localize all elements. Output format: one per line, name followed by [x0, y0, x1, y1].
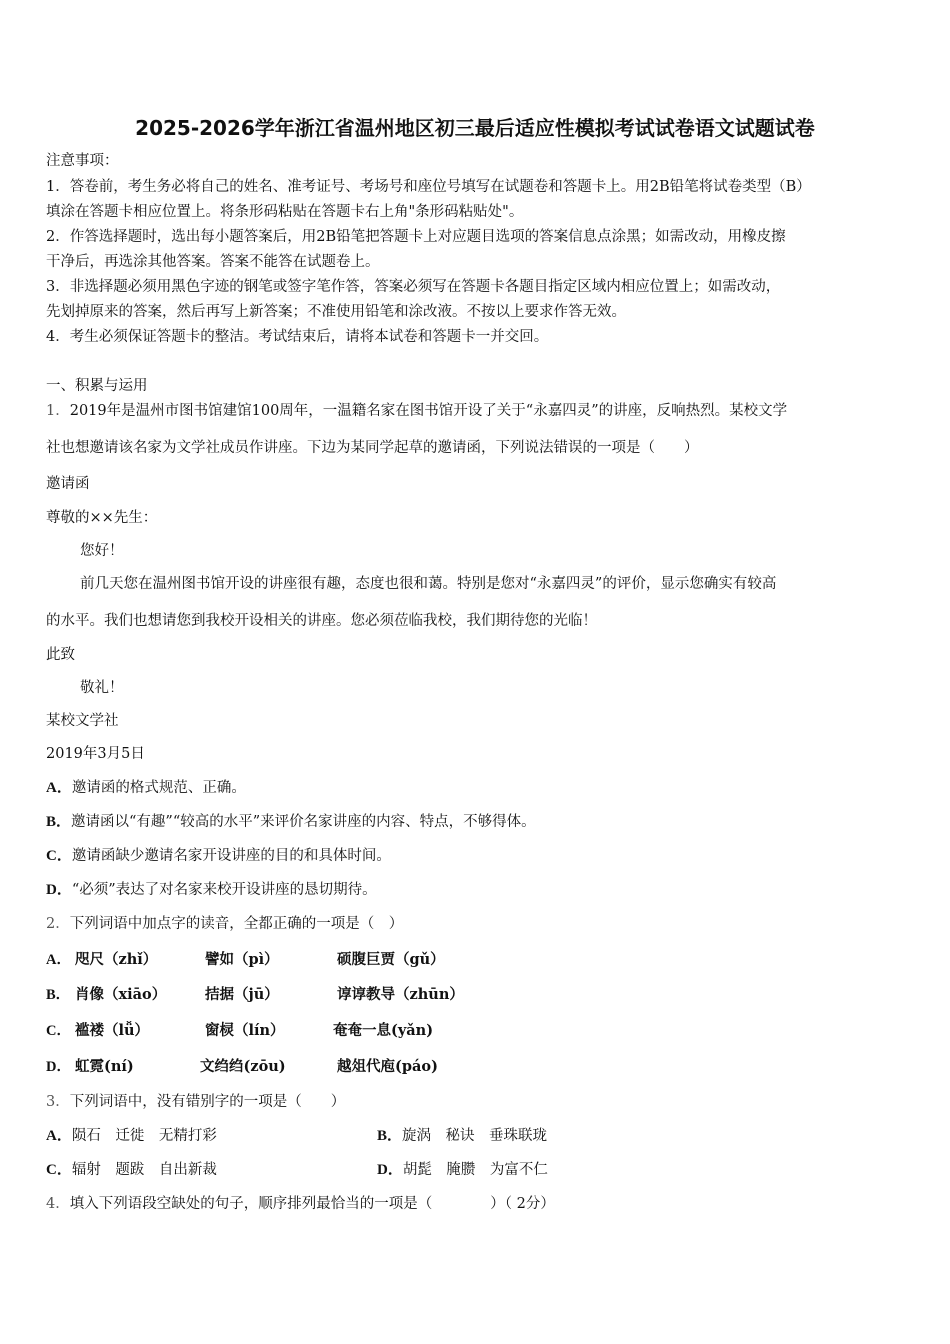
option-item: 文绉绉(zōu)	[200, 1058, 286, 1075]
answer-option	[46, 812, 536, 832]
option-label: D．	[377, 1162, 403, 1178]
question-number: 4．	[46, 1196, 70, 1212]
option-item: 拮据（jū）	[205, 986, 279, 1003]
answer-option	[377, 1126, 547, 1146]
question-3	[46, 1092, 345, 1112]
option-item: 奄奄一息(yǎn)	[333, 1022, 434, 1039]
question-4	[46, 1194, 555, 1214]
question-1-line-1	[46, 401, 787, 421]
letter-heading: 邀请函	[46, 476, 90, 492]
answer-option	[46, 880, 377, 900]
option-label: C．	[46, 1162, 72, 1178]
notice-line: 4．考生必须保证答题卡的整洁。考试结束后，请将本试卷和答题卡一并交回。	[46, 329, 549, 345]
letter-signature: 某校文学社	[46, 713, 119, 729]
letter-salutation: 尊敬的××先生：	[46, 510, 158, 526]
notice-line: 1．答卷前，考生务必将自己的姓名、准考证号、考场号和座位号填写在试题卷和答题卡上。用2B铅笔将试卷类型（B）	[46, 179, 811, 195]
letter-body: 的水平。我们也想请您到我校开设相关的讲座。您必须莅临我校，我们期待您的光临！	[46, 613, 597, 629]
option-item: 谆谆教导（zhūn）	[337, 986, 464, 1003]
answer-option	[377, 1160, 548, 1180]
question-text: 2019年是温州市图书馆建馆100周年，一温籍名家在图书馆开设了关于“永嘉四灵”的讲座，反响热烈。某校文学	[69, 403, 788, 419]
answer-option	[46, 1160, 217, 1180]
option-item: 肖像（xiāo）	[75, 986, 167, 1003]
answer-option	[46, 778, 246, 798]
question-number: 3．	[46, 1094, 70, 1110]
notice-line: 先划掉原来的答案，然后再写上新答案；不准使用铅笔和涂改液。不按以上要求作答无效。	[46, 304, 626, 320]
section-heading: 一、积累与运用	[46, 378, 148, 394]
option-text: 陨石 迁徙 无精打彩	[71, 1128, 217, 1144]
question-text: 下列词语中，没有错别字的一项是（ ）	[69, 1094, 346, 1110]
option-text: 邀请函的格式规范、正确。	[71, 780, 246, 796]
option-label: A．	[46, 780, 72, 796]
option-label: B．	[377, 1128, 403, 1144]
answer-option	[46, 1126, 217, 1146]
notice-line: 干净后，再选涂其他答案。答案不能答在试题卷上。	[46, 254, 380, 270]
letter-body: 前几天您在温州图书馆开设的讲座很有趣，态度也很和蔼。特别是您对“永嘉四灵”的评价，显示您确实有较高	[80, 576, 777, 592]
option-item: 越俎代庖(páo)	[337, 1058, 438, 1075]
page-title: 2025-2026学年浙江省温州地区初三最后适应性模拟考试试卷语文试题试卷	[135, 116, 815, 140]
notice-line: 2．作答选择题时，选出每小题答案后，用2B铅笔把答题卡上对应题目选项的答案信息点涂黑；如需改动，用橡皮擦	[46, 229, 786, 245]
question-number: 1．	[46, 403, 70, 419]
option-label: B．	[46, 987, 71, 1003]
letter-closing: 此致	[46, 647, 75, 663]
option-label: C．	[46, 848, 72, 864]
option-item: 譬如（pì）	[205, 951, 279, 968]
notice-line: 填涂在答题卡相应位置上。将条形码粘贴在答题卡右上角"条形码粘贴处"。	[46, 204, 524, 220]
option-label: A．	[46, 1128, 72, 1144]
option-text: 旋涡 秘诀 垂珠联珑	[402, 1128, 548, 1144]
option-label: D．	[46, 882, 72, 898]
option-item: 褴褛（lǚ）	[75, 1022, 150, 1039]
option-text: 胡髭 腌臜 为富不仁	[402, 1162, 548, 1178]
option-text: “必须”表达了对名家来校开设讲座的恳切期待。	[71, 882, 377, 898]
question-number: 2．	[46, 916, 70, 932]
option-label: C．	[46, 1023, 71, 1039]
option-text: 邀请函缺少邀请名家开设讲座的目的和具体时间。	[71, 848, 391, 864]
question-text: 填入下列语段空缺处的句子，顺序排列最恰当的一项是（ ）（ 2分）	[69, 1196, 555, 1212]
letter-closing: 敬礼！	[80, 680, 124, 696]
option-text: 邀请函以“有趣”“较高的水平”来评价名家讲座的内容、特点，不够得体。	[71, 814, 536, 830]
letter-greeting: 您好！	[80, 543, 124, 559]
question-1-line-2: 社也想邀请该名家为文学社成员作讲座。下边为某同学起草的邀请函，下列说法错误的一项是（ ）	[46, 440, 699, 456]
notice-line: 3．非选择题必须用黑色字迹的钢笔或签字笔作答，答案必须写在答题卡各题目指定区域内相应位置上；如需改动，	[46, 279, 781, 295]
option-item: 咫尺（zhǐ）	[75, 951, 158, 968]
question-text: 下列词语中加点字的读音，全都正确的一项是（ ）	[69, 916, 404, 932]
question-2	[46, 914, 403, 934]
notice-heading: 注意事项：	[46, 153, 119, 169]
option-text: 辐射 题跋 自出新裁	[71, 1162, 217, 1178]
option-item: 虹霓(ní)	[75, 1058, 134, 1075]
letter-date: 2019年3月5日	[46, 746, 145, 762]
option-item: 窗棂（lín）	[205, 1022, 285, 1039]
option-label: B．	[46, 814, 72, 830]
option-label: A．	[46, 952, 71, 968]
option-label: D．	[46, 1059, 71, 1075]
answer-option	[46, 846, 391, 866]
option-item: 硕腹巨贾（gǔ）	[337, 951, 445, 968]
